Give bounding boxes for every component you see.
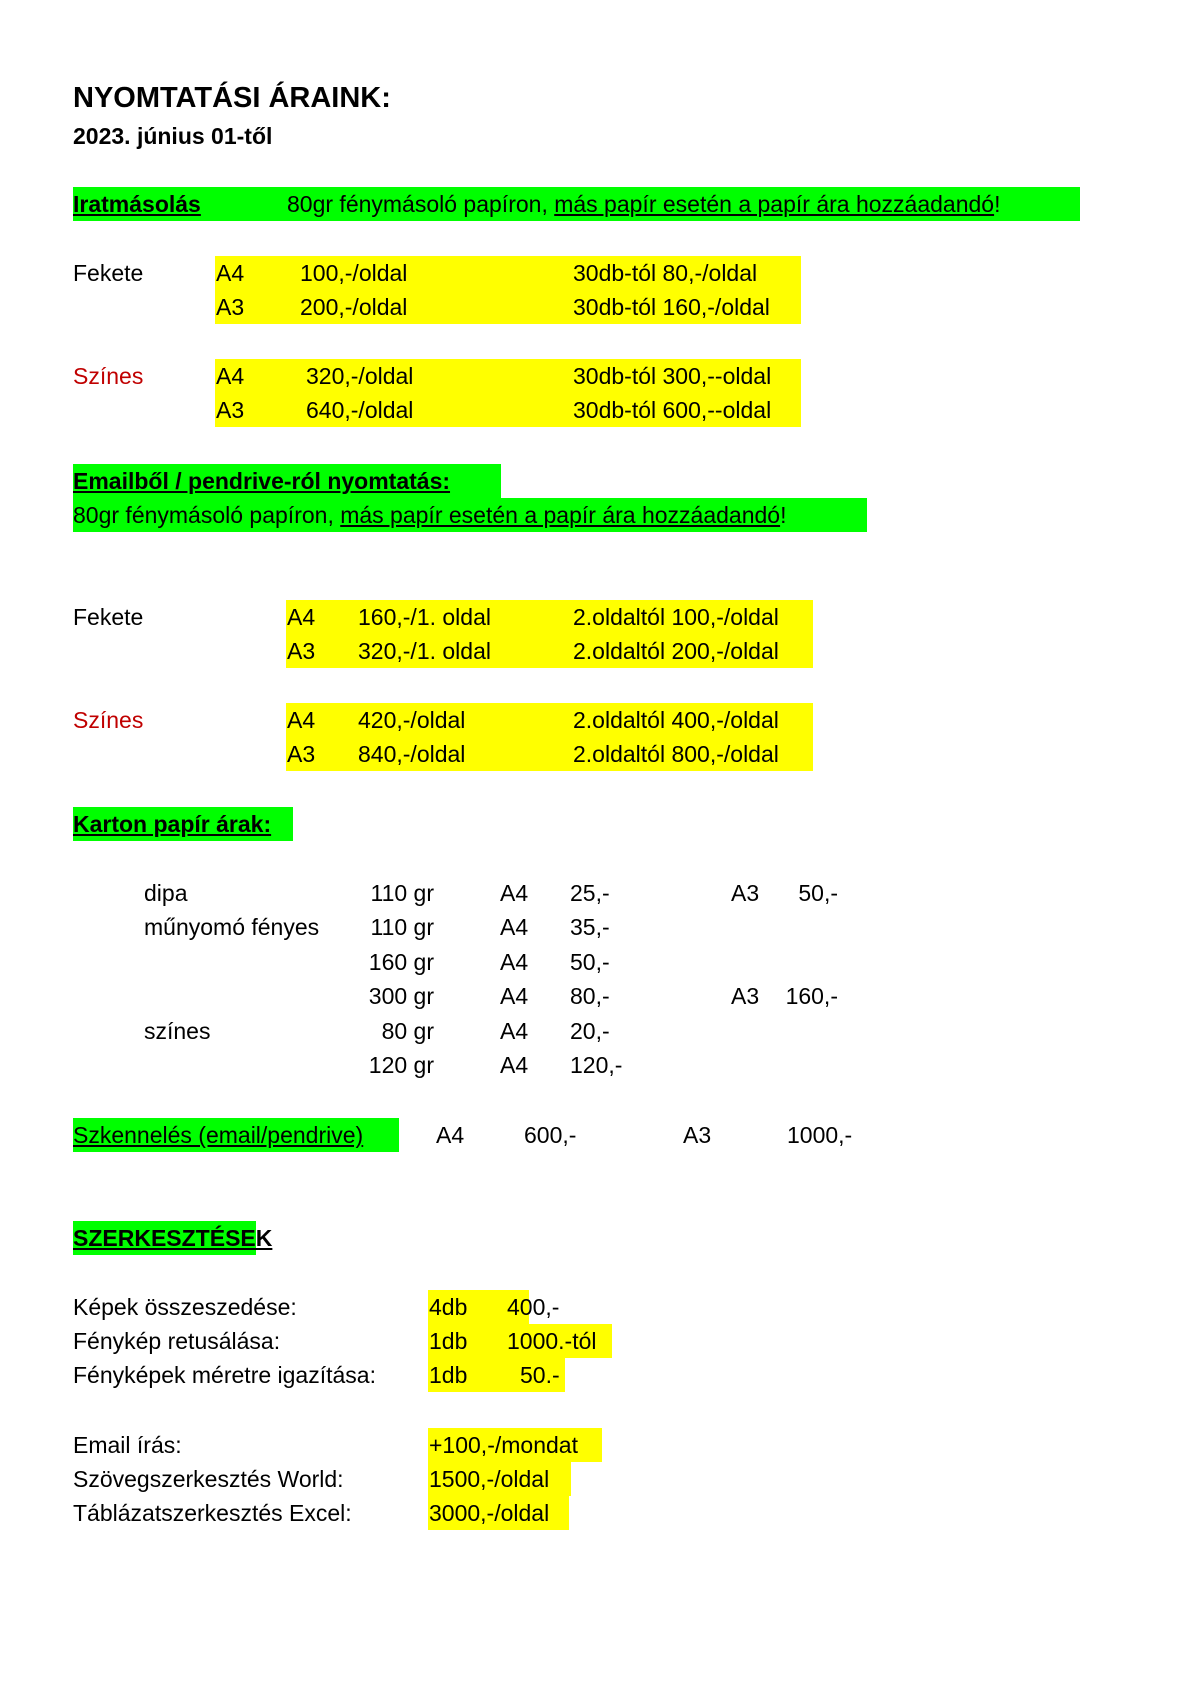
editing-row-price: 1000.-tól	[507, 1328, 597, 1354]
cardboard-weight: 300 gr	[368, 983, 434, 1010]
copying-color-a3-size: A3	[216, 397, 245, 423]
copying-black-a3-bulk: 30db-tól 160,-/oldal	[573, 294, 770, 320]
scanning-a4-price: 600,-	[524, 1122, 577, 1148]
copying-exclamation: !	[994, 191, 1001, 217]
copying-black-a3-price: 200,-/oldal	[300, 294, 408, 320]
copying-black-label: Fekete	[73, 260, 144, 286]
editing-heading: SZERKESZTÉSEK	[73, 1225, 273, 1251]
email-print-paper-note	[73, 499, 786, 531]
email-print-black-a4-price: 160,-/1. oldal	[358, 604, 491, 630]
editing-other-price: 3000,-/oldal	[429, 1500, 550, 1526]
copying-color-label: Színes	[73, 363, 144, 389]
cardboard-name: műnyomó fényes	[144, 914, 320, 941]
email-print-color-a4-price: 420,-/oldal	[358, 707, 466, 733]
cardboard-a4-size: A4	[500, 914, 529, 941]
email-print-black-a3-price: 320,-/1. oldal	[358, 638, 491, 664]
copying-paper-note	[287, 188, 1000, 220]
cardboard-weight: 80 gr	[381, 1017, 434, 1044]
editing-other-price: +100,-/mondat	[429, 1432, 578, 1458]
editing-row-qty: 1db	[429, 1362, 468, 1388]
editing-row-label: Képek összeszedése:	[73, 1294, 297, 1320]
scanning-a4-size: A4	[436, 1122, 465, 1148]
email-print-color-a3-size: A3	[287, 741, 316, 767]
cardboard-name: színes	[144, 1017, 211, 1044]
editing-row-price: 400,-	[507, 1294, 560, 1320]
copying-black-a4-size: A4	[216, 260, 245, 286]
cardboard-a3-price: 50,-	[798, 880, 838, 906]
editing-row-price: 50.-	[520, 1362, 560, 1388]
email-print-color-label: Színes	[73, 707, 144, 733]
copying-color-a4-price: 320,-/oldal	[306, 363, 414, 389]
page-title: NYOMTATÁSI ÁRAINK:	[73, 82, 391, 114]
cardboard-a4-price: 35,-	[570, 914, 610, 941]
scanning-a3-size: A3	[683, 1122, 712, 1148]
email-print-exclamation: !	[780, 502, 787, 528]
editing-row-label: Fénykép retusálása:	[73, 1328, 281, 1354]
cardboard-a4-price: 50,-	[570, 948, 610, 975]
copying-black-a3-size: A3	[216, 294, 245, 320]
editing-other-label: Táblázatszerkesztés Excel:	[73, 1500, 352, 1526]
email-print-color-a3-price: 840,-/oldal	[358, 741, 466, 767]
copying-black-a4-bulk: 30db-tól 80,-/oldal	[573, 260, 758, 286]
cardboard-weight: 160 gr	[368, 948, 434, 975]
editing-other-label: Email írás:	[73, 1432, 182, 1458]
email-print-other-paper-note: más papír esetén a papír ára hozzáadandó	[340, 502, 781, 528]
cardboard-a3-price: 160,-	[785, 983, 838, 1010]
email-print-color-a3-bulk: 2.oldaltól 800,-/oldal	[573, 741, 779, 767]
cardboard-a4-price: 20,-	[570, 1017, 610, 1044]
scanning-a3-price: 1000,-	[787, 1122, 853, 1148]
email-print-black-label: Fekete	[73, 604, 144, 630]
editing-other-price: 1500,-/oldal	[429, 1466, 550, 1492]
cardboard-a4-price: 120,-	[570, 1052, 623, 1078]
cardboard-a4-size: A4	[500, 948, 529, 975]
scanning-heading: Szkennelés (email/pendrive)	[73, 1122, 364, 1148]
email-print-black-a3-size: A3	[287, 638, 316, 664]
cardboard-name: dipa	[144, 880, 188, 906]
email-print-black-a3-bulk: 2.oldaltól 200,-/oldal	[573, 638, 779, 664]
email-print-color-a4-size: A4	[287, 707, 316, 733]
email-print-color-a4-bulk: 2.oldaltól 400,-/oldal	[573, 707, 779, 733]
editing-row-label: Fényképek méretre igazítása:	[73, 1362, 376, 1388]
copying-paper-note-text: 80gr fénymásoló papíron,	[287, 191, 548, 217]
cardboard-a3-size: A3	[731, 880, 760, 906]
copying-color-a4-bulk: 30db-tól 300,--oldal	[573, 363, 772, 389]
copying-black-a4-price: 100,-/oldal	[300, 260, 408, 286]
cardboard-a4-price: 80,-	[570, 983, 610, 1010]
cardboard-a3-size: A3	[731, 983, 760, 1010]
email-print-black-a4-bulk: 2.oldaltól 100,-/oldal	[573, 604, 779, 630]
email-print-paper-note-text: 80gr fénymásoló papíron,	[73, 502, 334, 528]
copying-color-a3-bulk: 30db-tól 600,--oldal	[573, 397, 772, 423]
copying-color-a3-price: 640,-/oldal	[306, 397, 414, 423]
copying-color-a4-size: A4	[216, 363, 245, 389]
cardboard-a4-size: A4	[500, 880, 529, 906]
cardboard-a4-size: A4	[500, 1017, 529, 1044]
editing-other-label: Szövegszerkesztés World:	[73, 1466, 344, 1492]
email-print-heading: Emailből / pendrive-ról nyomtatás:	[73, 468, 451, 494]
cardboard-a4-size: A4	[500, 1052, 529, 1078]
email-print-black-a4-size: A4	[287, 604, 316, 630]
cardboard-weight: 110 gr	[370, 880, 434, 906]
copying-other-paper-note: más papír esetén a papír ára hozzáadandó	[554, 191, 995, 217]
editing-row-qty: 4db	[429, 1294, 468, 1320]
cardboard-a4-size: A4	[500, 983, 529, 1010]
cardboard-heading: Karton papír árak:	[73, 811, 272, 837]
cardboard-weight: 120 gr	[368, 1052, 434, 1078]
cardboard-a4-price: 25,-	[570, 880, 610, 906]
page-subtitle-date: 2023. június 01-től	[73, 123, 273, 149]
cardboard-weight: 110 gr	[370, 914, 434, 941]
copying-heading: Iratmásolás	[73, 191, 201, 217]
editing-row-qty: 1db	[429, 1328, 468, 1354]
